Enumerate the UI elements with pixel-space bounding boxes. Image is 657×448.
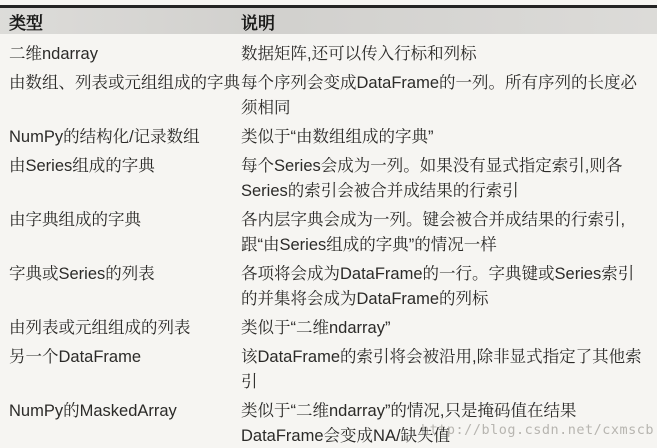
table-row [0,343,657,397]
table-row [0,397,657,448]
table-row [0,206,657,260]
table-row [0,69,657,123]
description-cell: 类似于“二维ndarray” [241,319,391,337]
description-cell: 该DataFrame的索引将会被沿用,除非显式指定了其他索引 [241,348,642,391]
description-cell: 数据矩阵,还可以传入行标和列标 [241,45,477,63]
description-cell: 每个序列会变成DataFrame的一列。所有序列的长度必须相同 [241,74,638,117]
type-cell: 由数组、列表或元组组成的字典 [9,74,240,92]
type-cell: 另一个DataFrame [9,348,142,366]
description-cell: 类似于“二维ndarray”的情况,只是掩码值在结果DataFrame会变成NA/缺失值 [241,402,577,445]
table-row [0,152,657,206]
description-cell: 类似于“由数组组成的字典” [241,128,434,146]
type-cell: 二维ndarray [9,45,98,63]
table-row [0,123,657,152]
table-row [0,260,657,314]
type-cell: NumPy的MaskedArray [9,402,177,420]
type-cell: 字典或Series的列表 [9,265,155,283]
description-cell: 各内层字典会成为一列。键会被合并成结果的行索引,跟“由Series组成的字典”的情况一样 [241,211,626,254]
description-cell: 每个Series会成为一列。如果没有显式指定索引,则各Series的索引会被合并成结果的行索引 [241,157,623,200]
description-cell: 各项将会成为DataFrame的一行。字典键或Series索引的并集将会成为DataFrame的列标 [241,265,635,308]
type-cell: 由Series组成的字典 [9,157,155,175]
type-cell: 由列表或元组组成的列表 [9,319,191,337]
dataframe-input-types-table [0,5,657,448]
column-header-description: 说明 [241,13,275,33]
table-row [0,314,657,343]
type-cell: NumPy的结构化/记录数组 [9,128,200,146]
csdn-watermark: http://blog.csdn.net/cxmscb [421,422,654,438]
table-row [0,40,657,69]
column-header-type: 类型 [9,13,43,33]
type-cell: 由字典组成的字典 [9,211,141,229]
table-header-row [0,8,657,34]
